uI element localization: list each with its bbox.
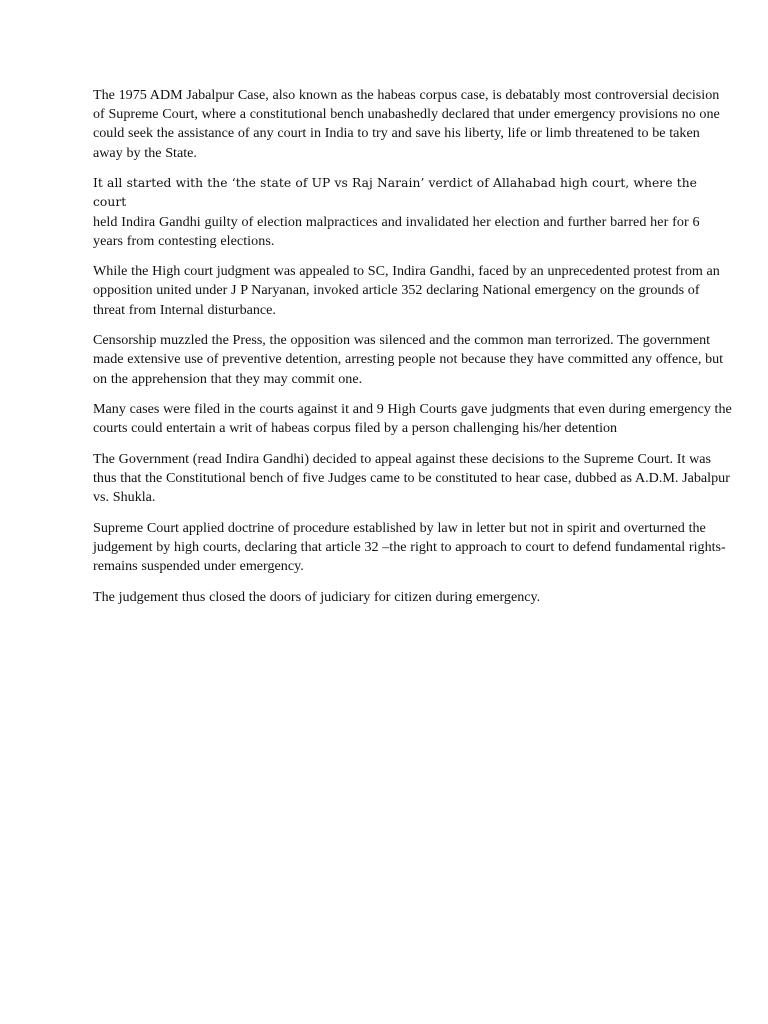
paragraph-6: The Government (read Indira Gandhi) decided to appeal against these decisions to the Supreme Court. It was thus that the Constitutional bench of five Judges came to be constituted to hear case, dubbed as A.D.M. Jabalpur vs. Shukla. bbox=[93, 450, 730, 506]
paragraph-3: While the High court judgment was appealed to SC, Indira Gandhi, faced by an unprecedented protest from an opposition united under J P Naryanan, invoked article 352 declaring National emergency on the grounds of threat from Internal disturbance. bbox=[93, 263, 720, 318]
paragraph-2-first-line: It all started with the ‘the state of UP vs Raj Narain’ verdict of Allahabad high court, where the court bbox=[93, 176, 698, 210]
paragraph-2 bbox=[93, 174, 733, 251]
paragraph-1: The 1975 ADM Jabalpur Case, also known as the habeas corpus case, is debatably most controversial decision of Supreme Court, where a constitutional bench unabashedly declared that under emergency provisions no one could seek the assistance of any court in India to try and save his liberty, life or limb threatened to be taken away by the State. bbox=[93, 87, 720, 161]
document-body bbox=[93, 86, 733, 618]
paragraph-7: Supreme Court applied doctrine of procedure established by law in letter but not in spirit and overturned the judgement by high courts, declaring that article 32 –the right to approach to court to defend fundamental rights- remains suspended under emergency. bbox=[93, 519, 726, 575]
paragraph-2-rest: held Indira Gandhi guilty of election malpractices and invalidated her election and further barred her for 6 years from contesting elections. bbox=[93, 213, 700, 249]
paragraph-8: The judgement thus closed the doors of judiciary for citizen during emergency. bbox=[93, 588, 541, 605]
paragraph-4: Censorship muzzled the Press, the opposition was silenced and the common man terrorized. The government made extensive use of preventive detention, arresting people not because they have committed any offence, but on the apprehension that they may commit one. bbox=[93, 332, 724, 387]
paragraph-5: Many cases were filed in the courts against it and 9 High Courts gave judgments that even during emergency the courts could entertain a writ of habeas corpus filed by a person challenging his/her detention bbox=[93, 401, 732, 437]
